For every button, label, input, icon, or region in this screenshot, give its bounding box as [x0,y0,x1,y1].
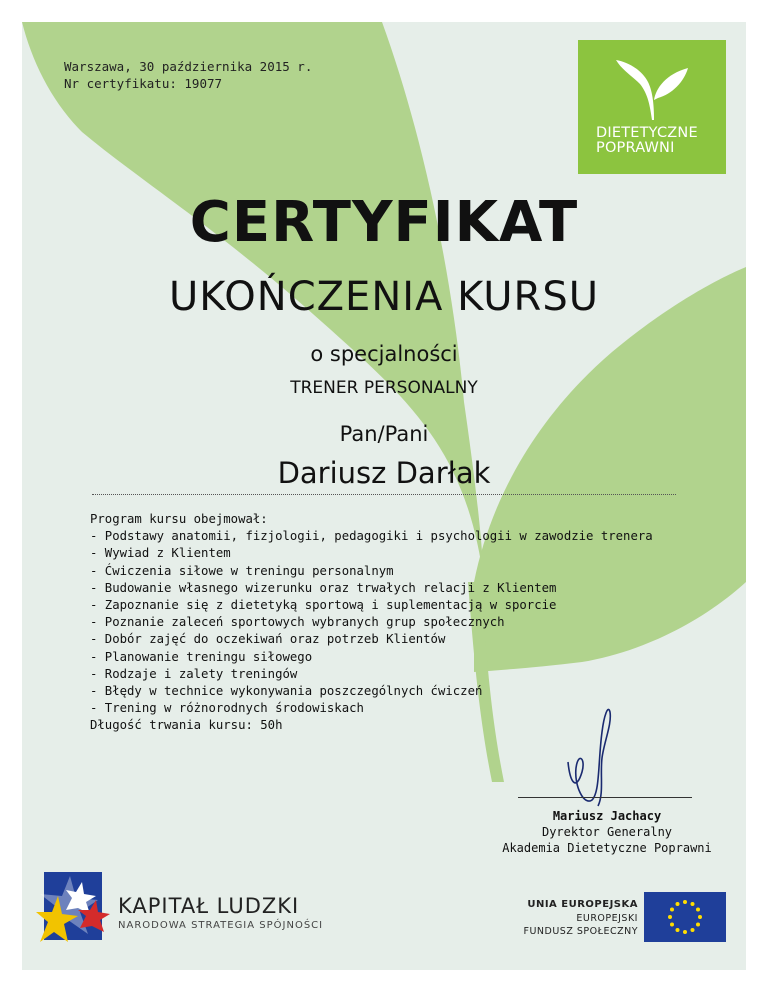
program-item: - Zapoznanie się z dietetyką sportową i suplementacją w sporcie [90,598,557,613]
recipient-name: Dariusz Darłak [277,456,491,490]
signature-icon [562,702,622,812]
program-heading: Program kursu obejmował: [90,512,268,526]
logo-line2: POPRAWNI [596,140,675,156]
signature-line [518,797,692,798]
program-item: - Wywiad z Klientem [90,546,231,561]
signatory-block [492,808,722,856]
certificate-subtitle: UKOŃCZENIA KURSU [168,274,600,320]
certificate-page [22,22,746,970]
certificate-meta [64,58,312,92]
program-item: - Poznanie zaleceń sportowych wybranych grup społecznych [90,615,505,630]
program-item: - Ćwiczenia siłowe w treningu personalnym [90,563,394,578]
certificate-title: CERTYFIKAT [189,190,579,255]
signatory-organization: Akademia Dietetyczne Poprawni [502,841,712,855]
program-item: - Trening w różnorodnych środowiskach [90,701,364,716]
signatory-name: Mariusz Jachacy [552,809,662,823]
eu-line3: FUNDUSZ SPOŁECZNY [523,926,638,937]
program-item: - Rodzaje i zalety treningów [90,666,298,681]
logo-line1: DIETETYCZNE [596,125,698,141]
sprout-icon [614,56,690,122]
program-item: - Dobór zajęć do oczekiwań oraz potrzeb Klientów [90,632,446,647]
dotted-divider [92,494,676,495]
program-item: - Podstawy anatomii, fizjologii, pedagogiki i psychologii w zawodzie trenera [90,529,653,544]
signatory-role: Dyrektor Generalny [541,825,673,839]
program-duration: Długość trwania kursu: 50h [90,718,283,733]
place-date: Warszawa, 30 października 2015 r. [64,59,313,74]
eu-line1: UNIA EUROPEJSKA [527,899,638,910]
eu-line2: EUROPEJSKI [576,912,638,924]
kapital-ludzki-logo-icon [36,870,112,946]
eu-flag-icon [644,892,726,942]
certificate-number: Nr certyfikatu: 19077 [64,76,223,91]
specialty-name: TRENER PERSONALNY [290,378,478,398]
eu-text [462,898,638,939]
kapital-ludzki-title: KAPITAŁ LUDZKI [118,894,300,918]
recipient-salutation: Pan/Pani [339,422,429,446]
program-item: - Błędy w technice wykonywania poszczególnych ćwiczeń [90,684,483,699]
program-item: - Planowanie treningu siłowego [90,649,313,664]
program-item: - Budowanie własnego wizerunku oraz trwałych relacji z Klientem [90,580,557,595]
specialty-intro: o specjalności [310,342,458,366]
kapital-ludzki-subtitle: NARODOWA STRATEGIA SPÓJNOŚCI [118,920,324,931]
brand-logo [578,40,726,174]
